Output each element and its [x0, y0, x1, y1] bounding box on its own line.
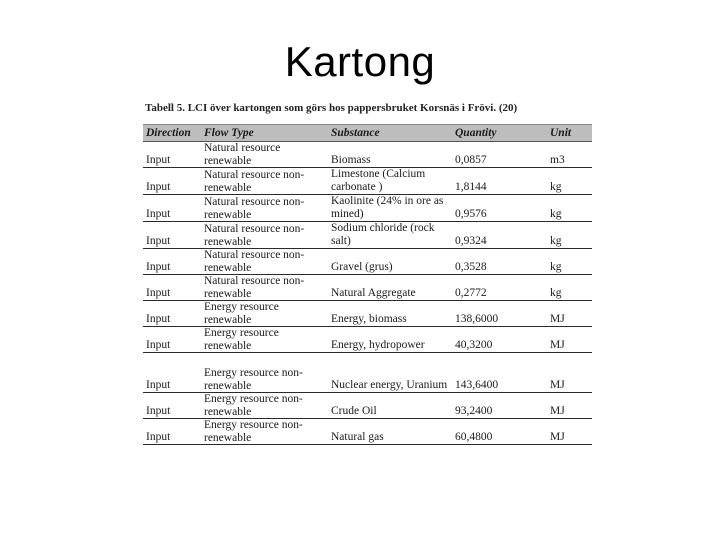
lci-table	[143, 124, 592, 445]
cell-direction: Input	[143, 353, 201, 393]
cell-flow-type: Natural resource non-renewable	[201, 168, 328, 195]
cell-substance: Crude Oil	[328, 393, 452, 419]
cell-flow-type: Energy resource renewable	[201, 327, 328, 353]
cell-flow-type: Energy resource renewable	[201, 301, 328, 327]
table-caption: Tabell 5. LCI över kartongen som görs hos pappersbruket Korsnäs i Frövi. (20)	[145, 102, 518, 114]
cell-flow-type: Energy resource non-renewable	[201, 419, 328, 445]
cell-direction: Input	[143, 275, 201, 301]
table-row	[143, 222, 592, 249]
header-flow-type: Flow Type	[201, 125, 328, 142]
cell-unit: kg	[547, 168, 592, 195]
cell-substance: Sodium chloride (rock salt)	[328, 222, 452, 249]
cell-quantity: 1,8144	[452, 168, 547, 195]
cell-substance: Natural Aggregate	[328, 275, 452, 301]
cell-flow-type: Natural resource non-renewable	[201, 249, 328, 275]
cell-direction: Input	[143, 393, 201, 419]
cell-unit: MJ	[547, 353, 592, 393]
cell-substance: Kaolinite (24% in ore as mined)	[328, 195, 452, 222]
cell-quantity: 0,2772	[452, 275, 547, 301]
header-quantity: Quantity	[452, 125, 547, 142]
cell-unit: MJ	[547, 419, 592, 445]
table-row	[143, 249, 592, 275]
cell-quantity: 93,2400	[452, 393, 547, 419]
cell-substance: Nuclear energy, Uranium	[328, 353, 452, 393]
cell-quantity: 0,9324	[452, 222, 547, 249]
cell-direction: Input	[143, 195, 201, 222]
table-row	[143, 327, 592, 353]
cell-flow-type: Energy resource non-renewable	[201, 353, 328, 393]
cell-quantity: 0,3528	[452, 249, 547, 275]
cell-substance: Limestone (Calcium carbonate )	[328, 168, 452, 195]
cell-flow-type: Natural resource renewable	[201, 142, 328, 168]
slide-title: Kartong	[284, 38, 436, 85]
cell-quantity: 60,4800	[452, 419, 547, 445]
table-row	[143, 195, 592, 222]
table-row	[143, 419, 592, 445]
cell-substance: Energy, biomass	[328, 301, 452, 327]
cell-direction: Input	[143, 419, 201, 445]
cell-direction: Input	[143, 222, 201, 249]
cell-unit: kg	[547, 222, 592, 249]
cell-quantity: 138,6000	[452, 301, 547, 327]
cell-flow-type: Natural resource non-renewable	[201, 275, 328, 301]
cell-substance: Biomass	[328, 142, 452, 168]
cell-quantity: 40,3200	[452, 327, 547, 353]
cell-flow-type: Natural resource non-renewable	[201, 222, 328, 249]
table-row	[143, 168, 592, 195]
cell-unit: MJ	[547, 393, 592, 419]
cell-unit: MJ	[547, 327, 592, 353]
cell-flow-type: Natural resource non-renewable	[201, 195, 328, 222]
table-row	[143, 142, 592, 168]
table-row	[143, 275, 592, 301]
cell-unit: MJ	[547, 301, 592, 327]
cell-direction: Input	[143, 327, 201, 353]
cell-substance: Natural gas	[328, 419, 452, 445]
cell-quantity: 0,9576	[452, 195, 547, 222]
table-row	[143, 393, 592, 419]
cell-quantity: 0,0857	[452, 142, 547, 168]
cell-substance: Energy, hydropower	[328, 327, 452, 353]
cell-direction: Input	[143, 249, 201, 275]
cell-unit: m3	[547, 142, 592, 168]
table-row	[143, 301, 592, 327]
table-header-row	[143, 125, 592, 142]
cell-unit: kg	[547, 275, 592, 301]
header-unit: Unit	[547, 125, 592, 142]
cell-direction: Input	[143, 301, 201, 327]
cell-direction: Input	[143, 168, 201, 195]
cell-unit: kg	[547, 195, 592, 222]
header-direction: Direction	[143, 125, 201, 142]
cell-unit: kg	[547, 249, 592, 275]
cell-substance: Gravel (grus)	[328, 249, 452, 275]
cell-quantity: 143,6400	[452, 353, 547, 393]
cell-flow-type: Energy resource non-renewable	[201, 393, 328, 419]
table-row	[143, 353, 592, 393]
cell-direction: Input	[143, 142, 201, 168]
header-substance: Substance	[328, 125, 452, 142]
